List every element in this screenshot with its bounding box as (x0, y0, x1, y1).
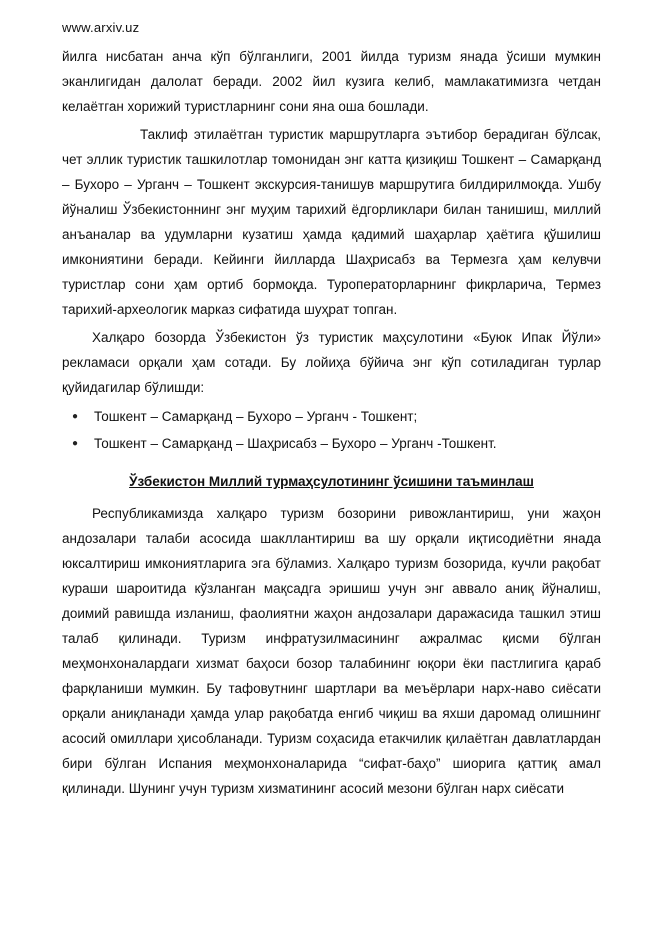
tour-list (62, 403, 601, 457)
paragraph-routes: Таклиф этилаётган туристик маршрутларга эътибор берадиган бўлсак, чет эллик туристик ташкилотлар томонидан энг катта қизиқиш Тошкент – Самарқанд – Бухоро – Урганч – Тошкент экскурсия-танишув маршрутига билдирилмоқда. Ушбу йўналиш Ўзбекистоннинг энг муҳим тарихий ёдгорликлари билан танишиш, миллий анъаналар ва удумларни кузатиш ҳамда қадимий шаҳарлар ҳаётига қўшилиш имкониятини беради. Кейинги йилларда Шаҳрисабз ва Термезга ҳам келувчи туристлар сони ҳам ортиб бормоқда. Туроператорларнинг фикрларича, Термез тарихий-археологик марказ сифатида шуҳрат топган. (62, 127, 601, 317)
list-item (62, 430, 601, 457)
list-item-text: Тошкент – Самарқанд – Шаҳрисабз – Бухоро – Урганч -Тошкент. (94, 436, 497, 451)
list-item (62, 403, 601, 430)
paragraph-market: Республикамизда халқаро туризм бозорини ривожлантириш, уни жаҳон андозалари талаби асосида шакллантириш ва шу орқали иқтисодиётни янада юксалтириш имкониятларига эга бўламиз. Халқаро туризм бозорида, кучли рақобат кураши шароитида кўзланган мақсадга эришиш учун энг аввало аниқ йўналиш, доимий равишда изланиш, фаолиятни жаҳон андозалари даражасида ташкил этиш талаб қилинади. Туризм инфратузилмасининг ажралмас қисми бўлган меҳмонхоналардаги хизмат баҳоси бозор талабининг юқори ёки пастлигига қараб фарқланиши мумкин. Бу тафовутнинг шартлари ва меъёрлари нарх-наво сиёсати орқали аниқланади ҳамда улар рақобатда енгиб чиқиш ва яхши даромад олишнинг асосий омиллари ҳисобланади. Туризм соҳасида етакчилик қилаётган давлатлардан бири бўлган Испания меҳмонхоналарида “сифат-баҳо” шиорига қаттиқ амал қилинади. Шунинг учун туризм хизматининг асосий мезони бўлган нарх сиёсати (62, 506, 601, 796)
list-item-text: Тошкент – Самарқанд – Бухоро – Урганч - Тошкент; (94, 409, 418, 424)
bullet-icon: ● (72, 438, 79, 449)
paragraph-silk-road: Халқаро бозорда Ўзбекистон ўз туристик маҳсулотини «Буюк Ипак Йўли» рекламаси орқали ҳам сотади. Бу лойиҳа бўйича энг кўп сотиладиган турлар қуйидагилар бўлишди: (62, 330, 601, 395)
bullet-icon: ● (72, 411, 79, 422)
paragraph-intro: йилга нисбатан анча кўп бўлганлиги, 2001 йилда туризм янада ўсиши мумкин эканлигидан далолат беради. 2002 йил кузига келиб, мамлакатимизга четдан келаётган хорижий туристларнинг сони яна оша бошлади. (62, 49, 601, 114)
site-url: www.arxiv.uz (62, 20, 140, 35)
section-heading: Ўзбекистон Миллий турмаҳсулотининг ўсишини таъминлаш (129, 474, 534, 489)
document-body (62, 44, 601, 804)
